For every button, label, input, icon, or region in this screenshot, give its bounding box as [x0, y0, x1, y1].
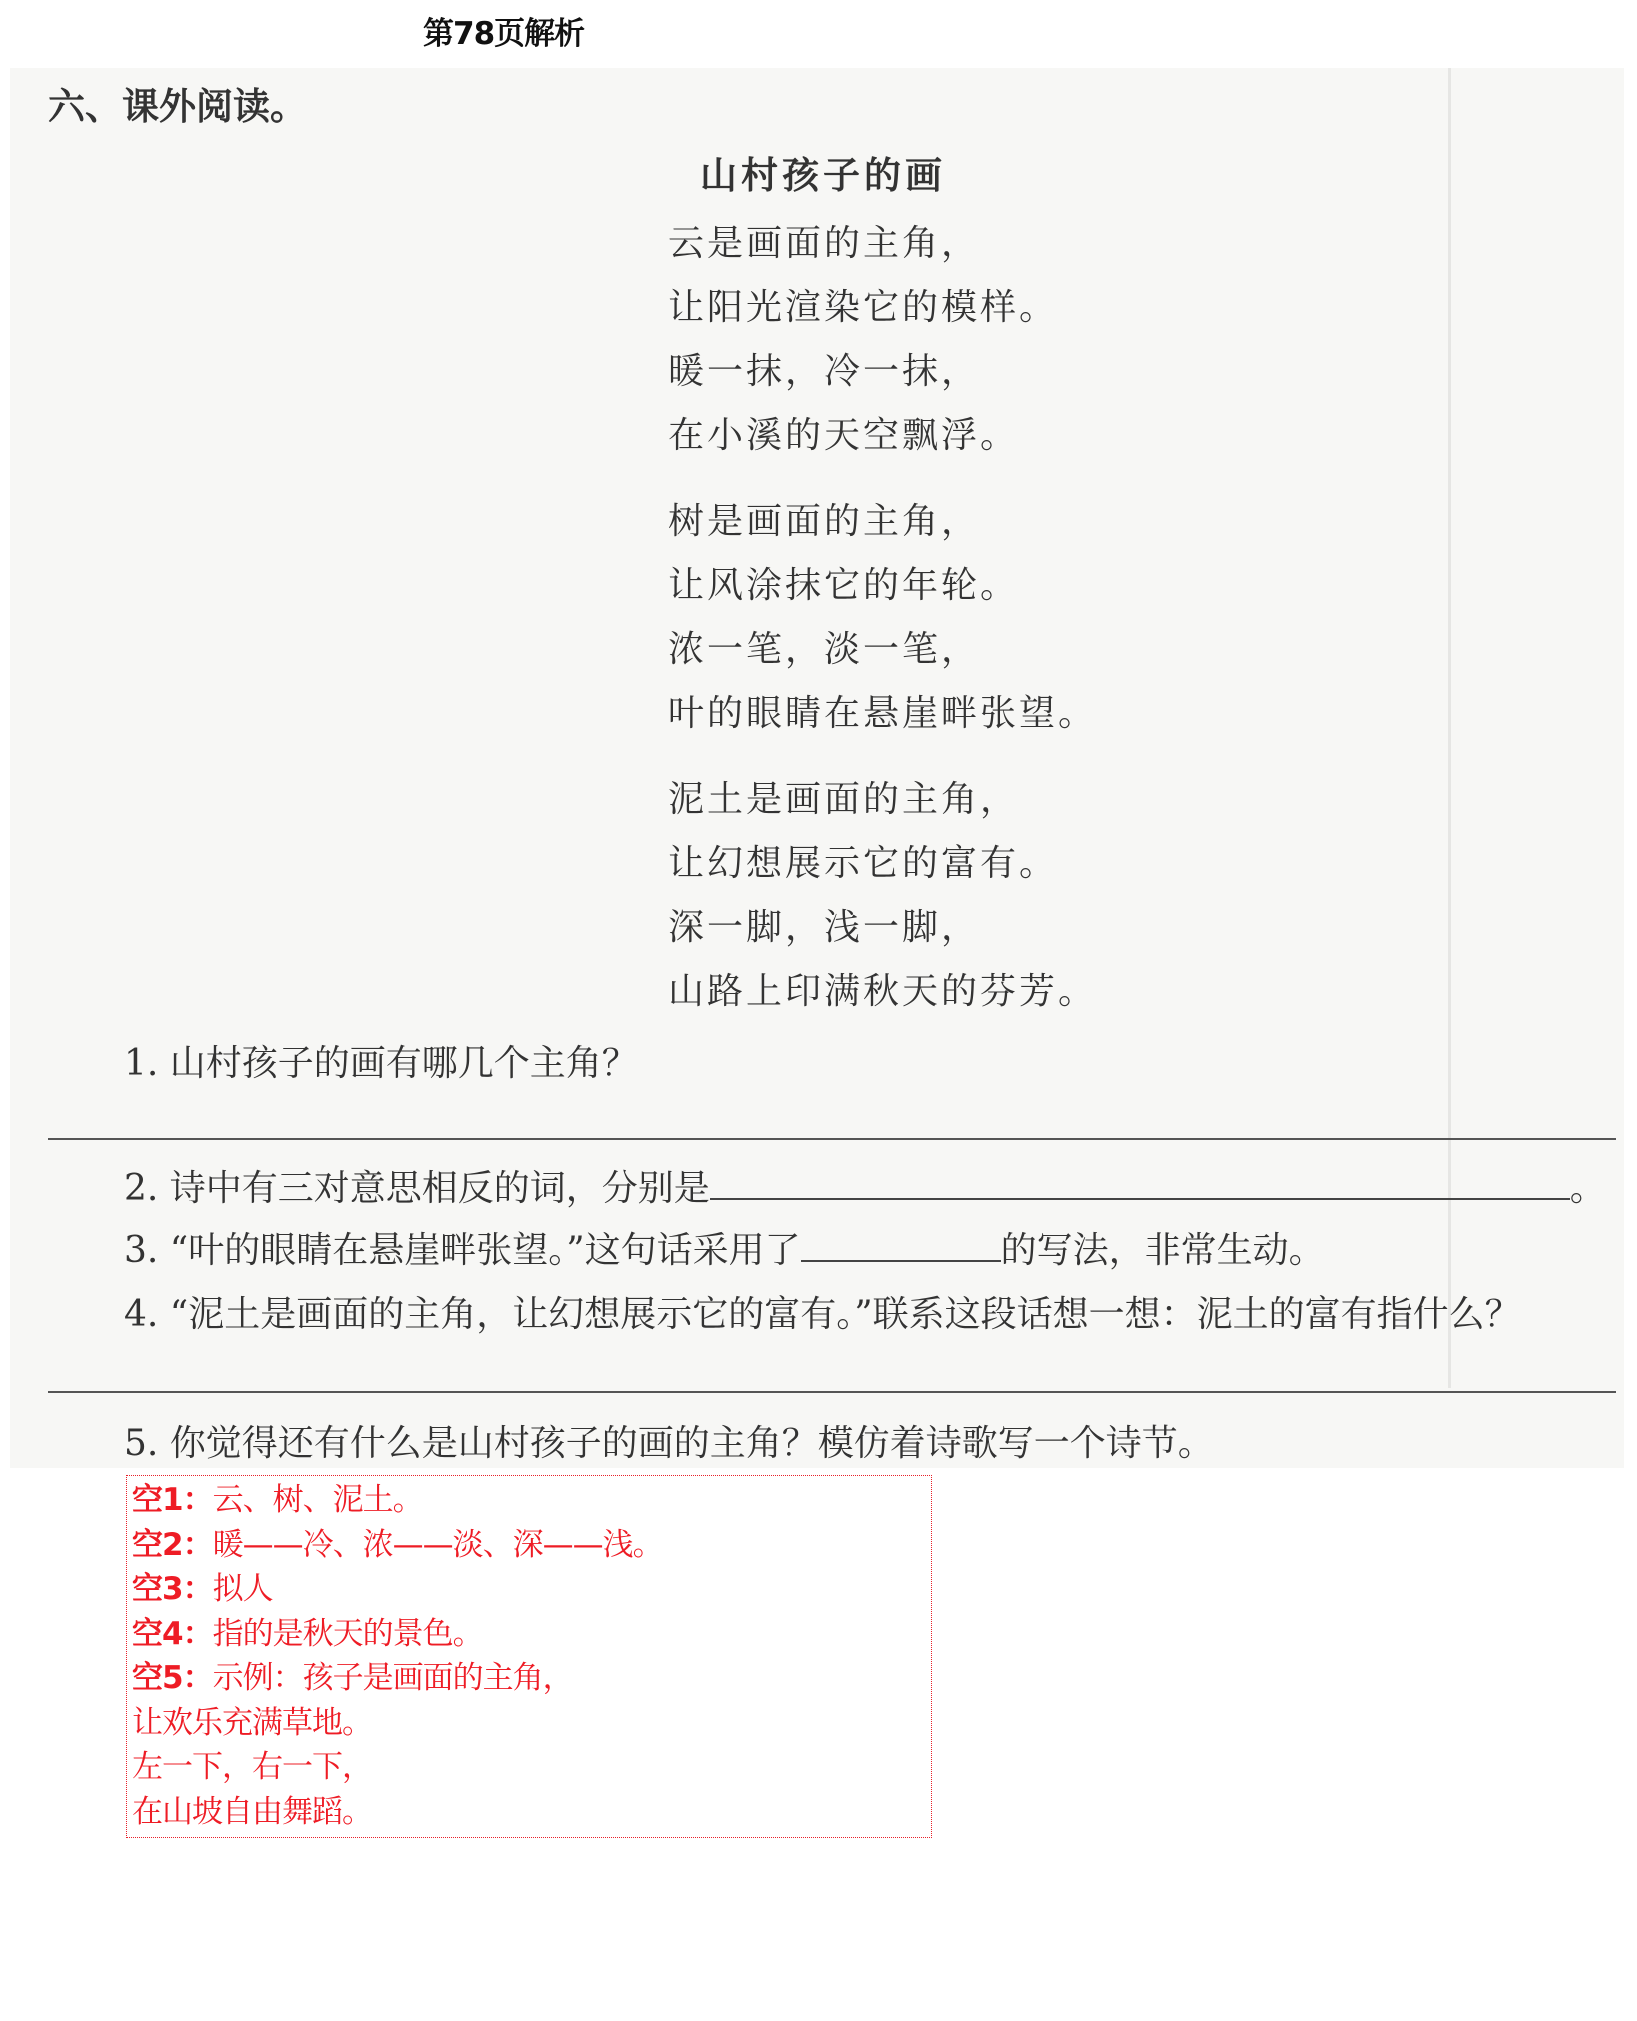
answer-text: 暖——冷、浓——淡、深——浅。: [212, 1526, 663, 1563]
answer-line: [132, 1612, 926, 1657]
answer-line: [132, 1656, 926, 1701]
answer-label: 空1：: [132, 1482, 213, 1518]
poem-stanza: [668, 768, 1097, 1024]
poem-stanza: [668, 490, 1097, 746]
poem-line: 深一脚，浅一脚，: [668, 907, 981, 948]
question-3-blank: [801, 1222, 1001, 1262]
answer-line: [132, 1567, 926, 1612]
answer-label: 空5：: [132, 1660, 213, 1696]
poem-line: 叶的眼睛在悬崖畔张望。: [668, 693, 1098, 734]
poem-line: 浓一笔，淡一笔，: [668, 629, 981, 670]
poem-title: 山村孩子的画: [700, 153, 946, 197]
question-4: 4. “泥土是画面的主角，让幻想展示它的富有。”联系这段话想一想：泥土的富有指什么？: [124, 1294, 1521, 1335]
question-2-end: 。: [1569, 1168, 1606, 1209]
section-heading: 六、课外阅读。: [48, 85, 307, 128]
poem-line: 让幻想展示它的富有。: [668, 843, 1059, 884]
answer-line-1: [48, 1138, 1616, 1140]
question-5: 5. 你觉得还有什么是山村孩子的画的主角？模仿着诗歌写一个诗节。: [124, 1423, 1214, 1464]
answer-label: 空4：: [132, 1615, 213, 1652]
poem-line: 山路上印满秋天的芬芳。: [668, 971, 1098, 1012]
question-1: 1. 山村孩子的画有哪几个主角？: [124, 1043, 638, 1084]
answer-box: [126, 1475, 932, 1838]
answer-text: 云、树、泥土。: [212, 1482, 423, 1518]
question-3-end: 的写法，非常生动。: [1000, 1230, 1325, 1271]
answer-label: 空3：: [132, 1571, 213, 1607]
answer-line: [132, 1523, 926, 1568]
poem-stanza: [668, 212, 1097, 468]
answer-text: 在山坡自由舞蹈。: [132, 1793, 372, 1830]
answer-line: [132, 1745, 926, 1790]
answer-label: 空2：: [132, 1526, 213, 1563]
poem-line: 让风涂抹它的年轮。: [668, 565, 1020, 606]
answer-text: 指的是秋天的景色。: [212, 1615, 483, 1652]
answer-text: 拟人: [212, 1571, 273, 1607]
answer-line: [132, 1790, 926, 1835]
poem-line: 云是画面的主角，: [668, 223, 981, 264]
page-title: 第78页解析: [423, 16, 585, 52]
question-2: [124, 1160, 1606, 1211]
answer-text: 左一下，右一下，: [132, 1749, 372, 1785]
answer-text: 让欢乐充满草地。: [132, 1704, 372, 1741]
question-3-text: 3. “叶的眼睛在悬崖畔张望。”这句话采用了: [124, 1230, 801, 1271]
answer-text: 示例：孩子是画面的主角，: [212, 1660, 573, 1696]
question-2-text: 2. 诗中有三对意思相反的词，分别是: [124, 1168, 710, 1209]
answer-line-4: [48, 1391, 1616, 1393]
poem-line: 在小溪的天空飘浮。: [668, 415, 1020, 456]
poem-line: 暖一抹，冷一抹，: [668, 351, 981, 392]
poem-line: 让阳光渲染它的模样。: [668, 287, 1059, 328]
question-2-blank: [710, 1160, 1570, 1200]
poem: [668, 212, 1097, 1046]
answer-line: [132, 1478, 926, 1523]
poem-line: 泥土是画面的主角，: [668, 779, 1020, 820]
poem-line: 树是画面的主角，: [668, 501, 981, 542]
question-3: [124, 1222, 1325, 1273]
answer-line: [132, 1701, 926, 1746]
